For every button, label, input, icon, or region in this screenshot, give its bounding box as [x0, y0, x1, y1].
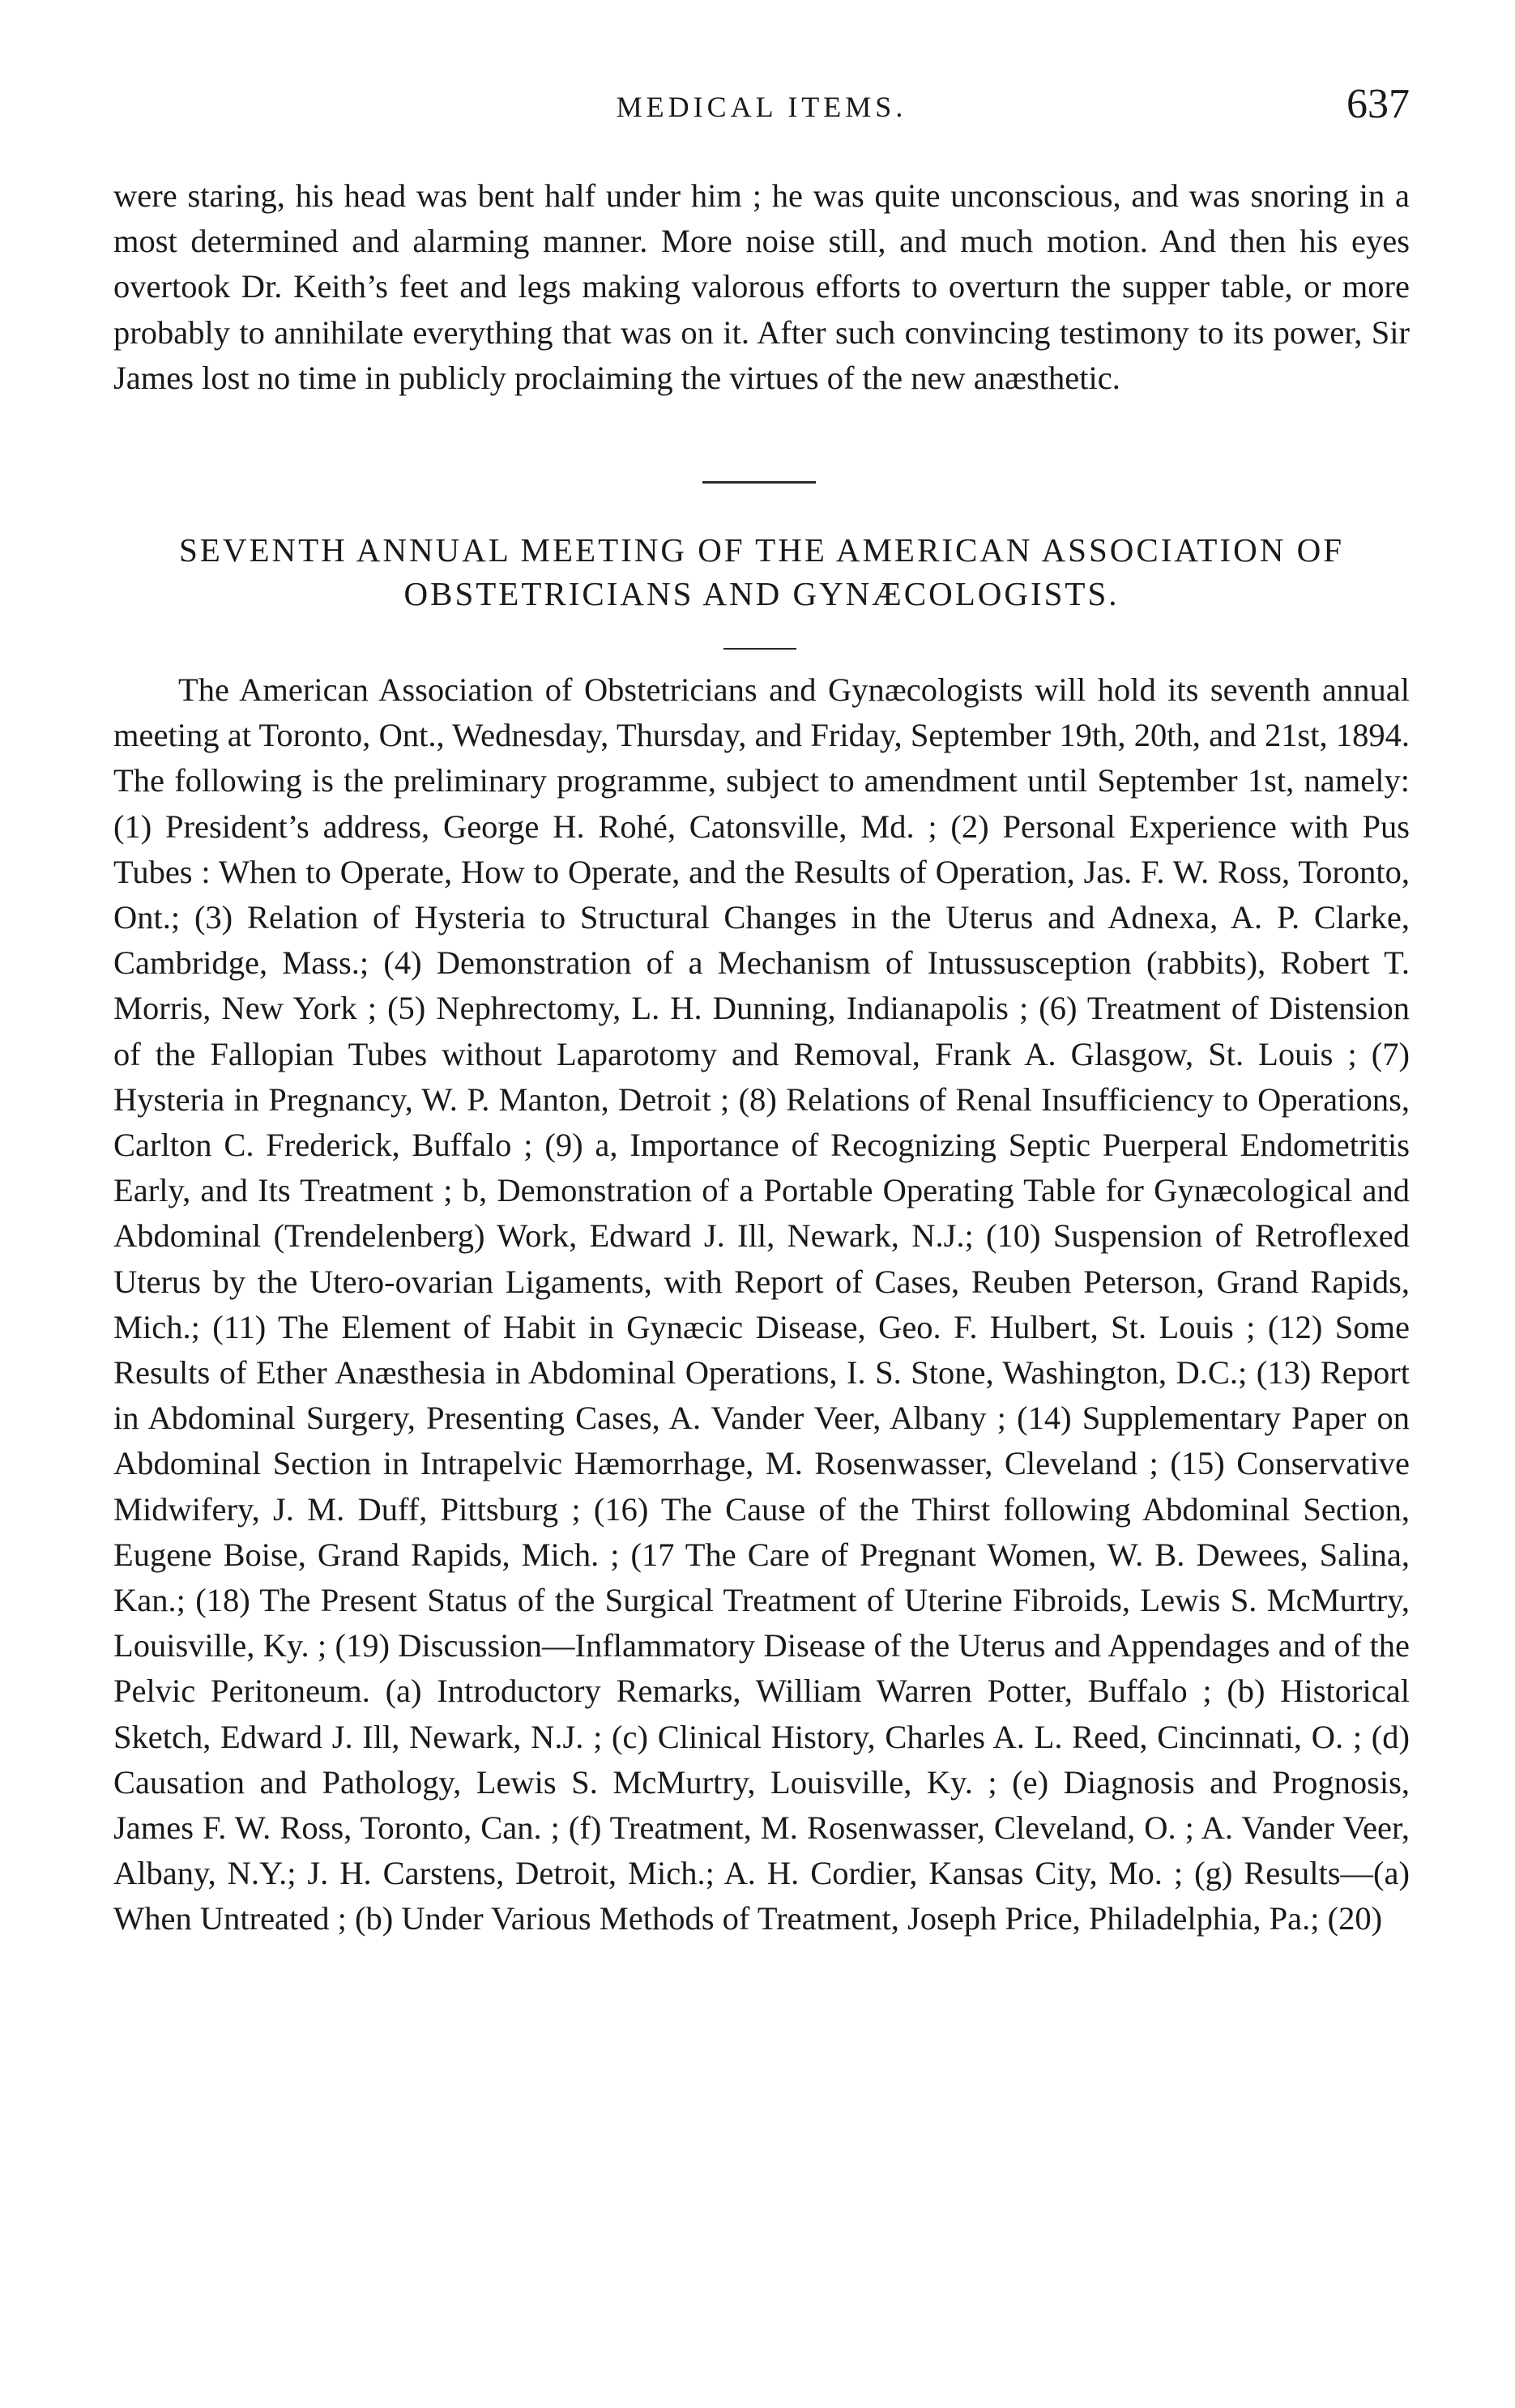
continuation-paragraph: were staring, his head was bent half under him ; he was quite unconscious, and was snoring in a most determined and alarming manner. More noise still, and much motion. And then his eyes overtook Dr. Keith’s feet and legs making valorous efforts to overturn the supper table, or more probably to annihilate everything that was on it. After such convincing testimony to its power, Sir James lost no time in publicly proclaiming the virtues of the new anæsthetic. [113, 177, 1410, 396]
programme-paragraph: The American Association of Obstetricians and Gynæcologists will hold its seventh annual meeting at Toronto, Ont., Wednesday, Thursday, and Friday, September 19th, 20th, and 21st, 1894. The following is the preliminary programme, subject to amendment until September 1st, namely: (1) President’s address, George H. Rohé, Catonsville, Md. ; (2) Personal Experience with Pus Tubes : When to Operate, How to Operate, and the Results of Operation, Jas. F. W. Ross, Toronto, Ont.; (3) Relation of Hysteria to Structural Changes in the Uterus and Adnexa, A. P. Clarke, Cambridge, Mass.; (4) Demonstration of a Mechanism of Intussusception (rabbits), Robert T. Morris, New York ; (5) Nephrectomy, L. H. Dunning, Indianapolis ; (6) Treatment of Distension of the Fallopian Tubes without Laparotomy and Removal, Frank A. Glasgow, St. Louis ; (7) Hysteria in Pregnancy, W. P. Manton, Detroit ; (8) Relations of Renal Insufficiency to Operations, Carlton C. Frederick, Buffalo ; (9) a, Importance of Recognizing Septic Puerperal Endometritis Early, and Its Treatment ; b, Demonstration of a Portable Operating Table for Gynæcological and Abdominal (Trendelenberg) Work, Edward J. Ill, Newark, N.J.; (10) Suspension of Retroflexed Uterus by the Utero-ovarian Ligaments, with Report of Cases, Reuben Peterson, Grand Rapids, Mich.; (11) The Element of Habit in Gynæcic Disease, Geo. F. Hulbert, St. Louis ; (12) Some Results of Ether Anæsthesia in Abdominal Operations, I. S. Stone, Washington, D.C.; (13) Report in Abdominal Surgery, Presenting Cases, A. Vander Veer, Albany ; (14) Supplementary Paper on Abdominal Section in Intrapelvic Hæmorrhage, M. Rosenwasser, Cleveland ; (15) Conservative Midwifery, J. M. Duff, Pittsburg ; (16) The Cause of the Thirst following Abdominal Section, Eugene Boise, Grand Rapids, Mich. ; (17 The Care of Pregnant Women, W. B. Dewees, Salina, Kan.; (18) The Present Status of the Surgical Treatment of Uterine Fibroids, Lewis S. McMurtry, Louisville, Ky. ; (19) Discussion—Inflammatory Disease of the Uterus and Appendages and of the Pelvic Peritoneum. (a) Introductory Remarks, William Warren Potter, Buffalo ; (b) Historical Sketch, Edward J. Ill, Newark, N.J. ; (c) Clinical History, Charles A. L. Reed, Cincinnati, O. ; (d) Causation and Pathology, Lewis S. McMurtry, Louisville, Ky. ; (e) Diagnosis and Prognosis, James F. W. Ross, Toronto, Can. ; (f) Treatment, M. Rosenwasser, Cleveland, O. ; A. Vander Veer, Albany, N.Y.; J. H. Carstens, Detroit, Mich.; A. H. Cordier, Kansas City, Mo. ; (g) Results—(a) When Untreated ; (b) Under Various Methods of Treatment, Joseph Price, Philadelphia, Pa.; (20) [113, 671, 1410, 1937]
running-header [113, 81, 1410, 134]
heading-underline-rule [723, 648, 796, 650]
running-title: MEDICAL ITEMS. [616, 91, 907, 123]
section-divider-rule [702, 481, 816, 484]
section-heading: SEVENTH ANNUAL MEETING OF THE AMERICAN ASSOCIATION OF OBSTETRICIANS AND GYNÆCOLOGISTS. [178, 531, 1344, 612]
page-number: 637 [1346, 81, 1410, 127]
